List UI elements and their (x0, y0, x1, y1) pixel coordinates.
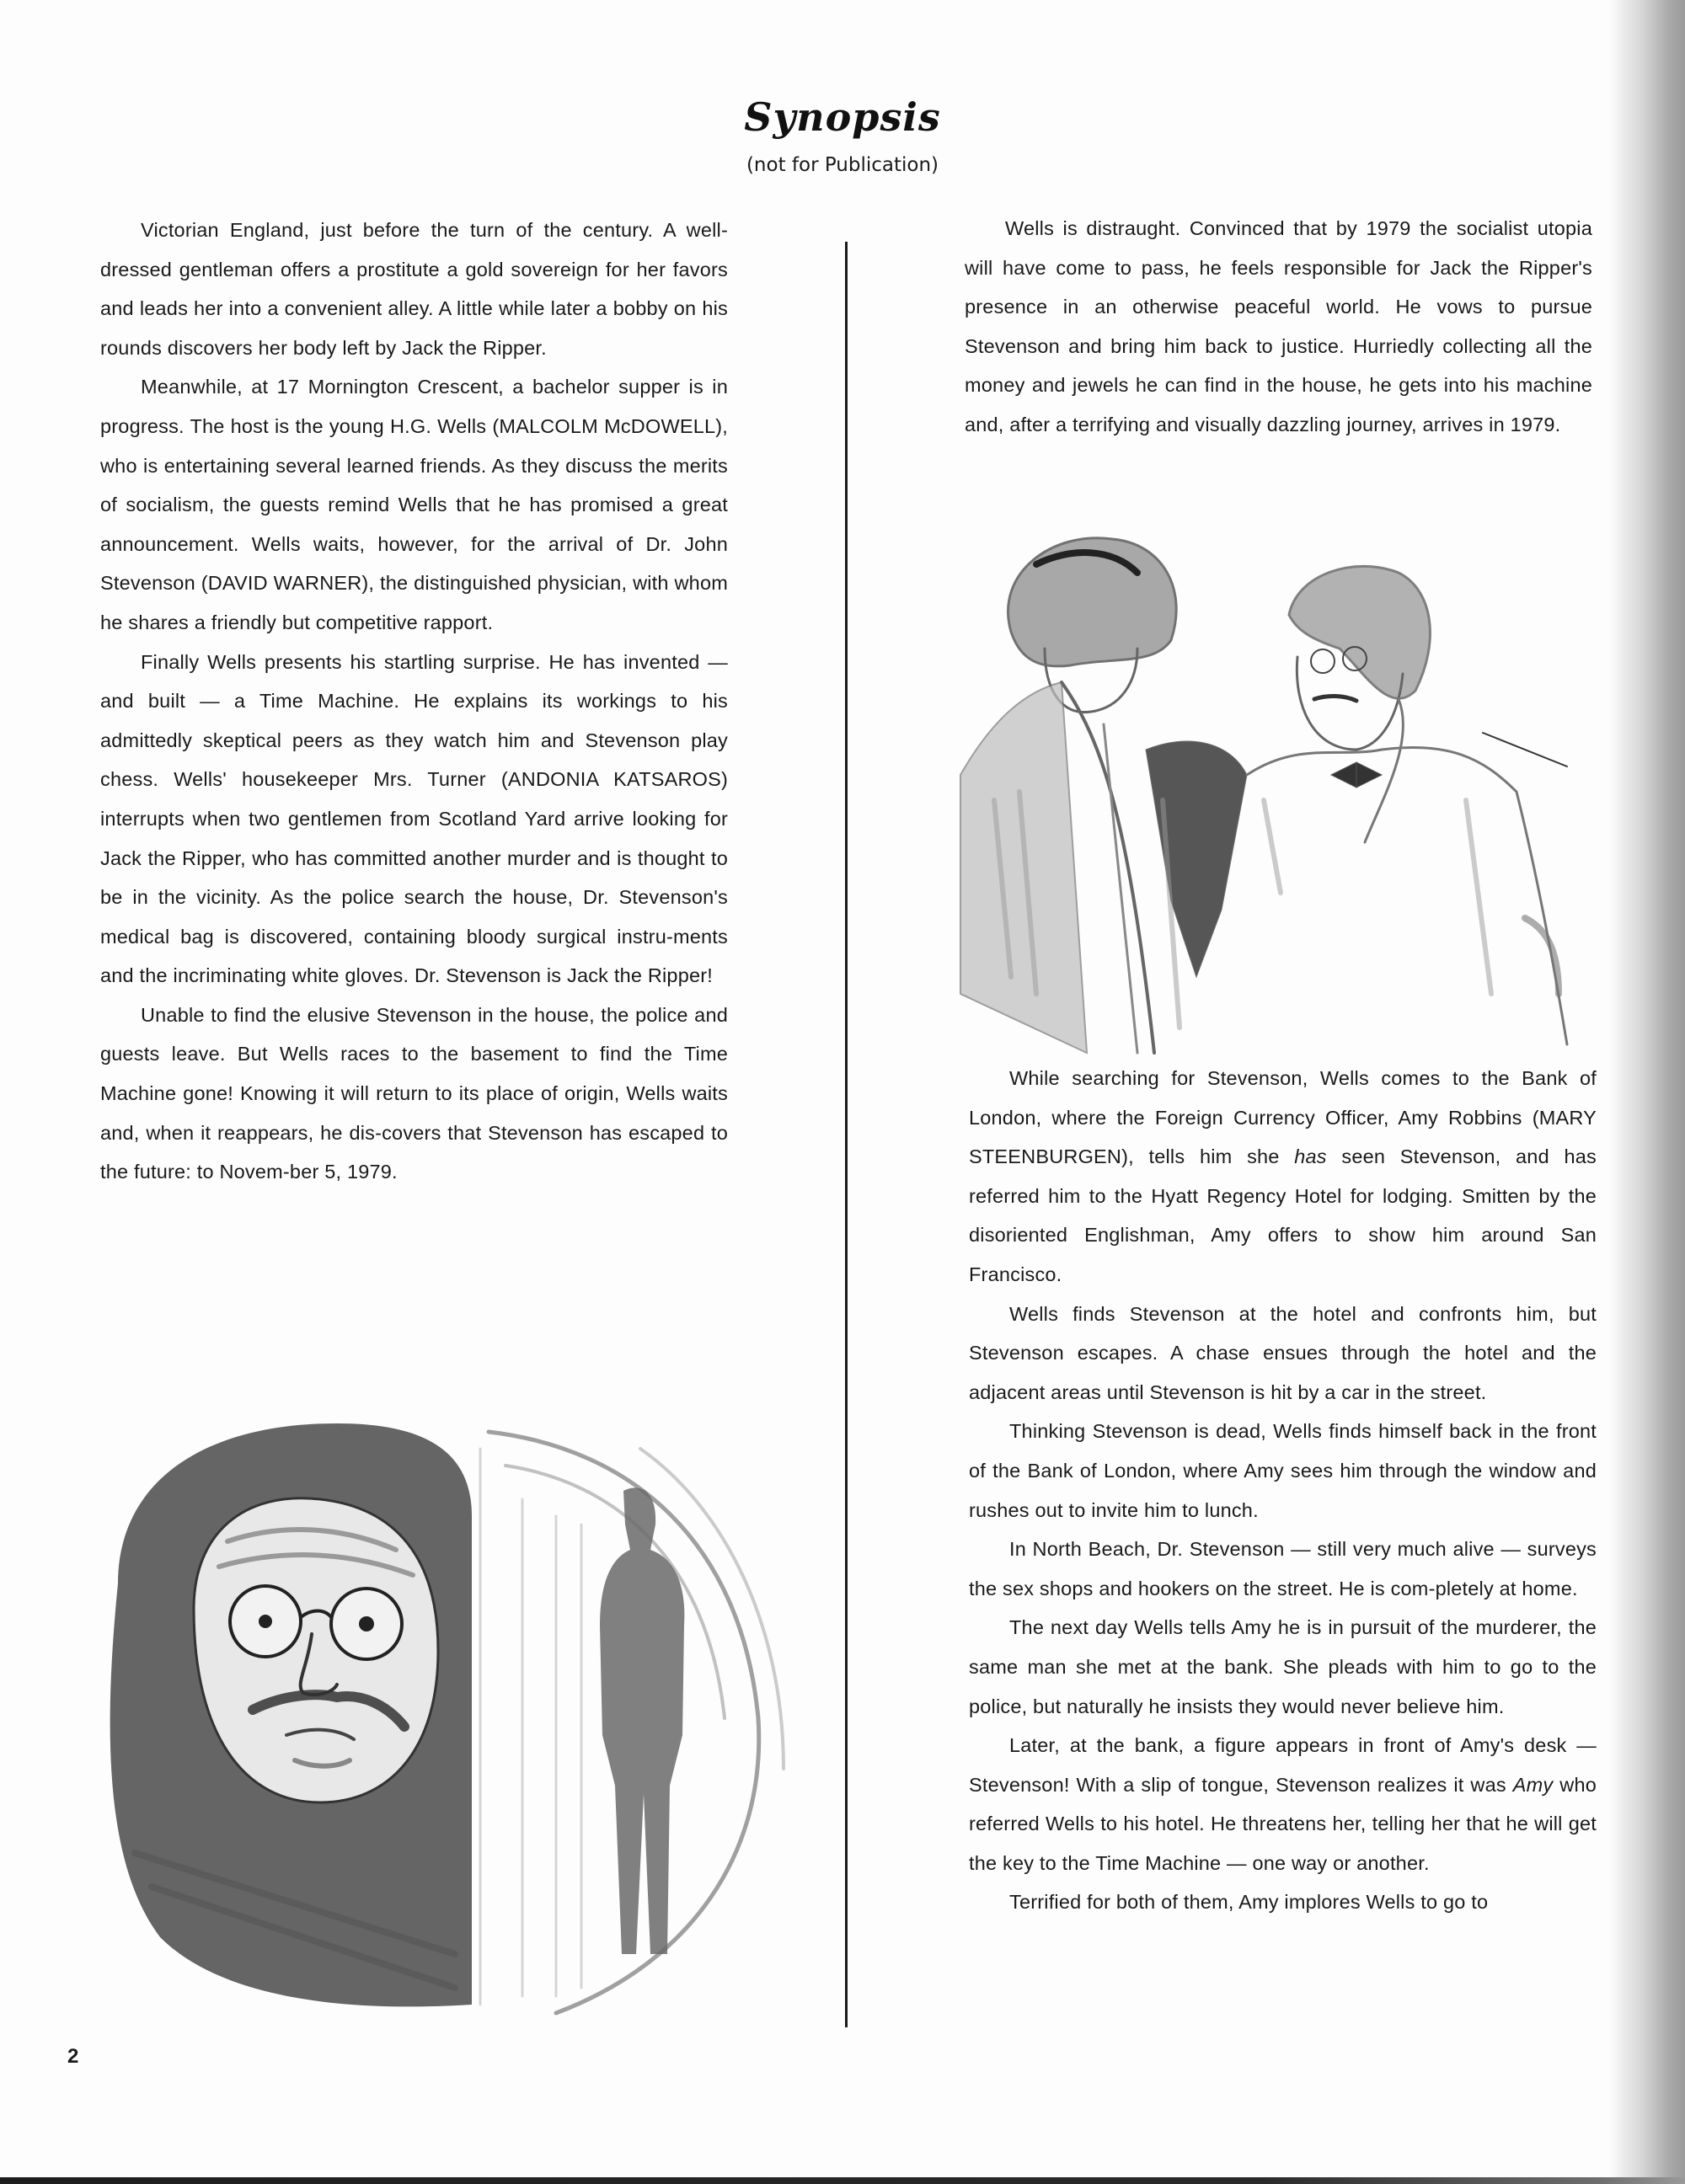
paragraph: The next day Wells tells Amy he is in pursuit of the murderer, the same man she met at the bank. She pleads with him to go to the police, but naturally he insists they would never believe him. (969, 1616, 1597, 1717)
paragraph-text: While searching for Stevenson, Wells comes to the Bank of London, where the Foreign Currency Officer, Amy Robbins (MARY STEENBURGEN), tells him she (969, 1067, 1597, 1168)
paragraph (969, 1726, 1597, 1882)
scan-edge (0, 2177, 1685, 2184)
eye-left (259, 1615, 272, 1628)
man-hair (1289, 566, 1430, 698)
right-column-bottom (969, 1059, 1597, 1922)
column-divider (845, 242, 848, 2027)
glasses-icon (1311, 649, 1335, 673)
paragraph-text: Later, at the bank, a figure appears in front of Amy's desk — Stevenson! With a slip of tongue, Stevenson realizes it was (969, 1734, 1597, 1796)
left-column (100, 211, 728, 1192)
page-subtitle: (not for Publication) (746, 154, 939, 176)
page-title: Synopsis (744, 94, 941, 140)
illustration-couple-sketch (944, 522, 1618, 1061)
scarf (1146, 741, 1247, 977)
paragraph-text: seen Stevenson, and has referred him to the Hyatt Regency Hotel for lodging. Smitten by the disoriented Englishman, Amy offers to show him around San Francisco. (969, 1145, 1597, 1285)
emphasis-text: Amy (1512, 1773, 1554, 1796)
man-jacket (1247, 747, 1567, 1044)
illustration-face-sketch (84, 1415, 809, 2021)
paragraph: Thinking Stevenson is dead, Wells finds himself back in the front of the Bank of London, where Amy sees him through the window and rushes out to invite him to lunch. (969, 1420, 1597, 1521)
standing-figure (600, 1487, 684, 1954)
paragraph: Wells finds Stevenson at the hotel and confronts him, but Stevenson escapes. A chase ensues through the hotel and the adjacent areas until Stevenson is hit by a car in the street. (969, 1302, 1597, 1403)
emphasis-text: has (1294, 1145, 1327, 1168)
woman-hair (1008, 538, 1177, 666)
paragraph: Finally Wells presents his startling surprise. He has invented — and built — a Time Machine. He explains its workings to his admittedly skeptical peers as they watch him and Stevenson play chess. Wells' housekeeper Mrs. Turner (ANDONIA KATSAROS) interrupts when two gentlemen from Scotland Yard arrive looking for Jack the Ripper, who has committed another murder and is thought to be in the vicinity. As the police search the house, Dr. Stevenson's medical bag is discovered, containing bloody surgical instru-ments and the incriminating white gloves. Dr. Stevenson is Jack the Ripper! (100, 650, 728, 987)
paragraph: Meanwhile, at 17 Mornington Crescent, a bachelor supper is in progress. The host is the young H.G. Wells (MALCOLM McDOWELL), who is entertaining several learned friends. As they discuss the merits of socialism, the guests remind Wells that he has promised a great announcement. Wells waits, however, for the arrival of Dr. John Stevenson (DAVID WARNER), the distinguished physician, with whom he shares a friendly but competitive rapport. (100, 376, 728, 633)
paragraph (969, 1059, 1597, 1295)
binding-shadow (1609, 0, 1685, 2184)
face (194, 1498, 438, 1802)
paragraph: In North Beach, Dr. Stevenson — still very much alive — surveys the sex shops and hookers on the street. He is com-pletely at home. (969, 1538, 1597, 1599)
paragraph: Victorian England, just before the turn of the century. A well-dressed gentleman offers a prostitute a gold sovereign for her favors and leads her into a convenient alley. A little while later a bobby on his rounds discovers her body left by Jack the Ripper. (100, 219, 728, 359)
page-number: 2 (67, 2045, 79, 2068)
right-column-top (965, 209, 1592, 445)
paragraph: Wells is distraught. Convinced that by 1979 the socialist utopia will have come to pass, he feels responsible for Jack the Ripper's presence in an otherwise peaceful world. He vows to pursue Stevenson and bring him back to justice. Hurriedly collecting all the money and jewels he can find in the house, he gets into his machine and, after a terrifying and visually dazzling journey, arrives in 1979. (965, 217, 1592, 435)
eye-right (359, 1616, 374, 1631)
paragraph: Unable to find the elusive Stevenson in the house, the police and guests leave. But Wells races to the basement to find the Time Machine gone! Knowing it will return to its place of origin, Wells waits and, when it reappears, he dis-covers that Stevenson has escaped to the future: to Novem-ber 5, 1979. (100, 1003, 728, 1183)
bow-tie (1331, 762, 1382, 788)
paragraph-text: who referred Wells to his hotel. He threatens her, telling her that he will get the key to the Time Machine — one way or another. (969, 1773, 1597, 1874)
paragraph: Terrified for both of them, Amy implores Wells to go to (1009, 1891, 1489, 1914)
